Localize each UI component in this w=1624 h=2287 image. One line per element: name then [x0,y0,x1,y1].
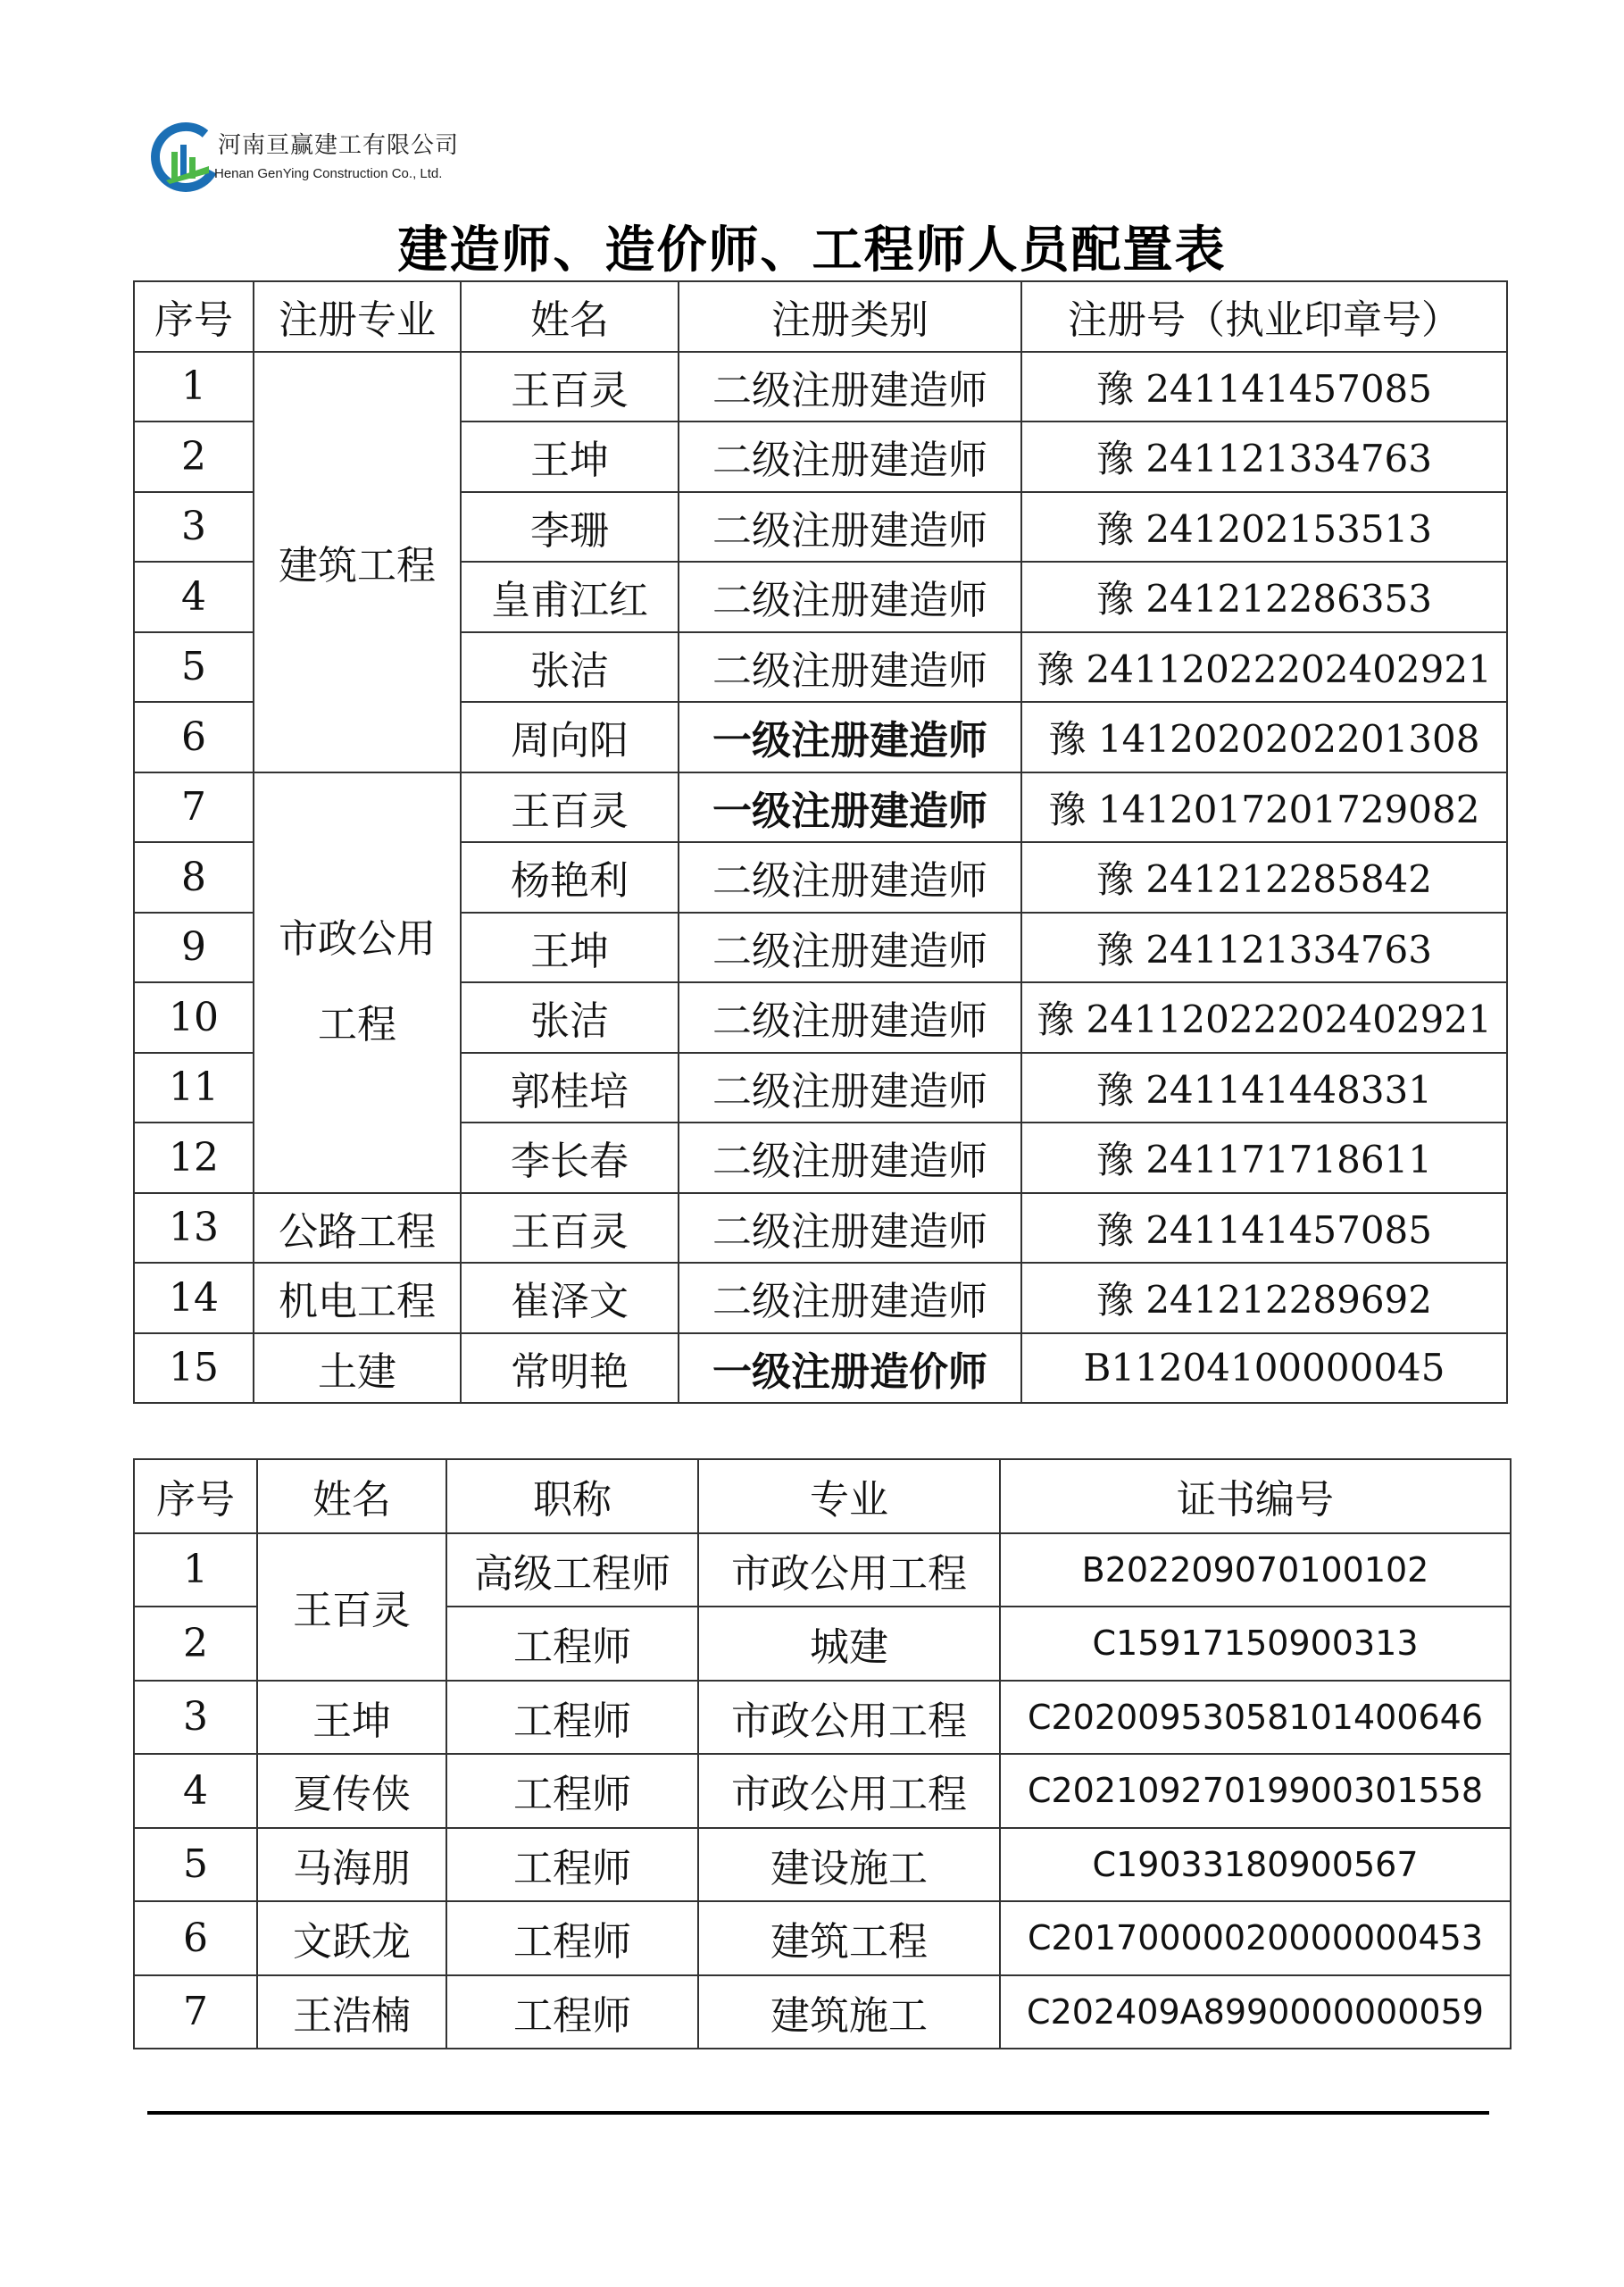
row-number: 11 [134,1053,254,1123]
name-cell: 李珊 [461,492,679,563]
registration-number-cell: 豫 241171718611 [1021,1123,1507,1193]
table-row [134,1681,1511,1755]
certificate-number-cell: C19033180900567 [1000,1828,1511,1902]
row-number: 8 [134,842,254,913]
title-cell: 工程师 [446,1754,698,1828]
title-cell: 工程师 [446,1975,698,2049]
registration-number-cell: 豫 241212285842 [1021,842,1507,913]
column-header: 姓名 [461,281,679,352]
column-header: 证书编号 [1000,1459,1511,1533]
footer-divider [147,2111,1489,2115]
table-row [134,1901,1511,1975]
row-number: 4 [134,1754,257,1828]
major-cell: 市政公用工程 [698,1754,1000,1828]
certificate-number-cell: C2017000002000000045​3 [1000,1901,1511,1975]
registration-number-cell: 豫 1412020202201308 [1021,702,1507,772]
certificate-number-cell: C202409A899000000005​9 [1000,1975,1511,2049]
major-cell: 建设施工 [698,1828,1000,1902]
title-cell: 高级工程师 [446,1533,698,1607]
category-cell: 二级注册建造师 [679,1193,1021,1264]
category-cell: 二级注册建造师 [679,352,1021,422]
table-header-row [134,281,1507,352]
column-header: 专业 [698,1459,1000,1533]
row-number: 7 [134,1975,257,2049]
category-cell: 二级注册建造师 [679,1123,1021,1193]
title-cell: 工程师 [446,1901,698,1975]
category-cell: 二级注册建造师 [679,422,1021,492]
registered-personnel-table [133,280,1508,1404]
row-number: 10 [134,982,254,1053]
major-cell: 建筑工程 [254,352,461,772]
page-title: 建造师、造价师、工程师人员配置表 [397,221,1227,280]
name-cell: 杨艳利 [461,842,679,913]
name-cell: 崔泽文 [461,1263,679,1333]
name-cell: 马海朋 [257,1828,446,1902]
column-header: 职称 [446,1459,698,1533]
name-cell: 王百灵 [461,772,679,843]
name-cell: 夏传侠 [257,1754,446,1828]
table-header-row [134,1459,1511,1533]
row-number: 3 [134,1681,257,1755]
row-number: 6 [134,1901,257,1975]
title-cell: 工程师 [446,1607,698,1681]
row-number: 13 [134,1193,254,1264]
table-row [134,1533,1511,1607]
category-cell: 二级注册建造师 [679,842,1021,913]
registration-number-cell: 豫 1412017201729082 [1021,772,1507,843]
table-row [134,1754,1511,1828]
registration-number-cell: 豫 241212286353 [1021,562,1507,632]
category-cell: 二级注册建造师 [679,982,1021,1053]
row-number: 2 [134,1607,257,1681]
row-number: 9 [134,913,254,983]
category-cell: 二级注册建造师 [679,562,1021,632]
company-logo [150,114,489,195]
name-cell: 郭桂培 [461,1053,679,1123]
name-cell: 张洁 [461,632,679,703]
row-number: 7 [134,772,254,843]
name-cell: 周向阳 [461,702,679,772]
category-cell: 二级注册建造师 [679,1263,1021,1333]
column-header: 注册专业 [254,281,461,352]
name-cell: 王浩楠 [257,1975,446,2049]
row-number: 12 [134,1123,254,1193]
name-cell: 王百灵 [257,1533,446,1681]
certificate-number-cell: C2021092701990030155​8 [1000,1754,1511,1828]
row-number: 2 [134,422,254,492]
name-cell: 王百灵 [461,1193,679,1264]
certificate-number-cell: C15917150900313 [1000,1607,1511,1681]
name-cell: 文跃龙 [257,1901,446,1975]
column-header: 序号 [134,1459,257,1533]
registration-number-cell: 豫 241202153513 [1021,492,1507,563]
registration-number-cell: 豫 241121334763 [1021,422,1507,492]
row-number: 1 [134,1533,257,1607]
name-cell: 常明艳 [461,1333,679,1404]
category-cell: 一级注册造价师 [679,1333,1021,1404]
name-cell: 王百灵 [461,352,679,422]
name-cell: 皇甫江红 [461,562,679,632]
title-cell: 工程师 [446,1681,698,1755]
major-text: 市政公用工程 [279,916,436,1048]
table-row [134,352,1507,422]
row-number: 5 [134,1828,257,1902]
name-cell: 王坤 [257,1681,446,1755]
registration-number-cell: 豫 24112022202402921 [1021,982,1507,1053]
row-number: 15 [134,1333,254,1404]
column-header: 注册号（执业印章号） [1021,281,1507,352]
major-cell: 建筑施工 [698,1975,1000,2049]
major-cell: 机电工程 [254,1263,461,1333]
table-row [134,772,1507,843]
category-cell: 二级注册建造师 [679,492,1021,563]
row-number: 3 [134,492,254,563]
name-cell: 王坤 [461,422,679,492]
table-row [134,1193,1507,1264]
company-logo-icon [150,121,223,195]
company-name-en: Henan GenYing Construction Co., Ltd. [214,166,443,181]
category-cell: 一级注册建造师 [679,702,1021,772]
name-cell: 王坤 [461,913,679,983]
major-cell: 城建 [698,1607,1000,1681]
title-cell: 工程师 [446,1828,698,1902]
column-header: 姓名 [257,1459,446,1533]
certificate-number-cell: B202209070100102 [1000,1533,1511,1607]
registration-number-cell: 豫 241141448331 [1021,1053,1507,1123]
row-number: 1 [134,352,254,422]
company-name-cn: 河南亘赢建工有限公司 [218,132,460,159]
engineer-title-table [133,1458,1512,2049]
registration-number-cell: 豫 241212289692 [1021,1263,1507,1333]
table-row [134,1263,1507,1333]
major-cell: 市政公用工程 [698,1533,1000,1607]
row-number: 6 [134,702,254,772]
major-cell: 公路工程 [254,1193,461,1264]
category-cell: 二级注册建造师 [679,913,1021,983]
registration-number-cell: 豫 241141457085 [1021,352,1507,422]
major-cell: 建筑工程 [698,1901,1000,1975]
category-cell: 二级注册建造师 [679,1053,1021,1123]
major-cell: 土建 [254,1333,461,1404]
category-cell: 一级注册建造师 [679,772,1021,843]
name-cell: 李长春 [461,1123,679,1193]
certificate-number-cell: C2020095305810140064​6 [1000,1681,1511,1755]
registration-number-cell: 豫 241121334763 [1021,913,1507,983]
major-cell: 市政公用工程 [698,1681,1000,1755]
registration-number-cell: 豫 24112022202402921 [1021,632,1507,703]
table-row [134,1828,1511,1902]
row-number: 5 [134,632,254,703]
column-header: 注册类别 [679,281,1021,352]
major-cell [254,772,461,1193]
column-header: 序号 [134,281,254,352]
table-row [134,1333,1507,1404]
row-number: 4 [134,562,254,632]
registration-number-cell: B11204100000045 [1021,1333,1507,1404]
table-row [134,1975,1511,2049]
name-cell: 张洁 [461,982,679,1053]
category-cell: 二级注册建造师 [679,632,1021,703]
registration-number-cell: 豫 241141457085 [1021,1193,1507,1264]
row-number: 14 [134,1263,254,1333]
